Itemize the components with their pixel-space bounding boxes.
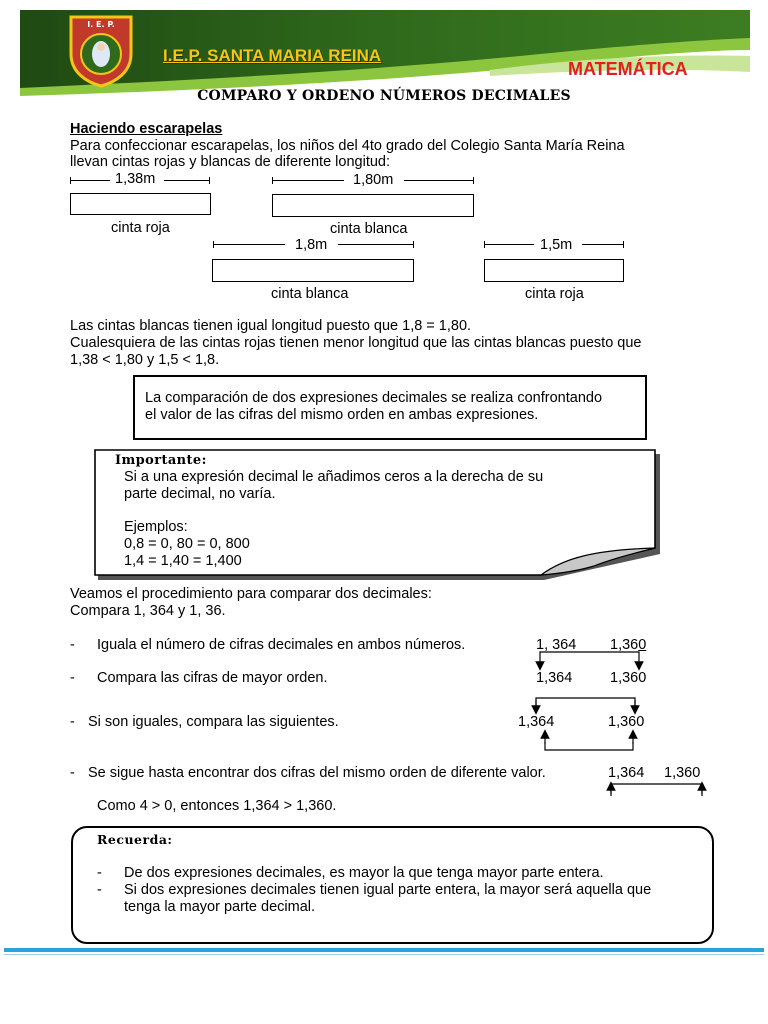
ribbon-box: [484, 259, 624, 282]
step-text: Si son iguales, compara las siguientes.: [88, 714, 339, 730]
ribbon-length: 1,8m: [295, 237, 328, 253]
step-number-a: 1,364: [518, 714, 555, 730]
ribbon-length: 1,5m: [540, 237, 573, 253]
recuerda-title: Recuerda:: [97, 832, 173, 847]
example-line: 0,8 = 0, 80 = 0, 800: [124, 536, 250, 552]
rule-box: [133, 375, 647, 440]
arrow-bracket-2: [536, 698, 635, 708]
ribbon-box: [70, 193, 211, 215]
step-text: Se sigue hasta encontrar dos cifras del mismo orden de diferente valor.: [88, 765, 546, 781]
importante-title: Importante:: [115, 453, 207, 468]
page-title: COMPARO Y ORDENO NÚMEROS DECIMALES: [197, 88, 571, 104]
recuerda-bullet: -: [97, 865, 102, 881]
crest-text: I. E. P.: [87, 20, 115, 29]
ribbon-box: [212, 259, 414, 282]
step-number-a: 1,364: [536, 670, 573, 686]
intro-line: Para confeccionar escarapelas, los niños del 4to grado del Colegio Santa María Reina: [70, 138, 625, 154]
step-number-b: 1,360: [610, 637, 647, 653]
arrow-bracket-3: [545, 742, 633, 750]
step-number-b: 1,360: [610, 670, 647, 686]
ribbon-length: 1,38m: [115, 171, 156, 187]
step-number-a: 1, 364: [536, 637, 577, 653]
rule-line: La comparación de dos expresiones decimales se realiza confrontando: [145, 390, 603, 406]
ribbon-label: cinta roja: [111, 220, 170, 236]
explanation-line: Las cintas blancas tienen igual longitud puesto que 1,8 = 1,80.: [70, 318, 472, 334]
explanation-line: 1,38 < 1,80 y 1,5 < 1,8.: [70, 352, 220, 368]
ribbon-label: cinta blanca: [330, 221, 408, 237]
recuerda-item: tenga la mayor parte decimal.: [124, 899, 316, 915]
ribbon-label: cinta roja: [525, 286, 584, 302]
ribbon-length: 1,80m: [353, 172, 394, 188]
conclusion: Como 4 > 0, entonces 1,364 > 1,360.: [97, 798, 337, 814]
recuerda-item: Si dos expresiones decimales tienen igual parte entera, la mayor será aquella que: [124, 882, 652, 898]
ribbon-label: cinta blanca: [271, 286, 349, 302]
arrow-bracket-4: [611, 784, 702, 794]
school-name: I.E.P. SANTA MARIA REINA: [163, 46, 382, 65]
step-text: Iguala el número de cifras decimales en ambos números.: [97, 637, 466, 653]
footer-rule: [4, 948, 764, 952]
procedure-intro: Compara 1, 364 y 1, 36.: [70, 603, 226, 619]
step-bullet: -: [70, 670, 75, 686]
importante-line: Si a una expresión decimal le añadimos ceros a la derecha de su: [124, 469, 544, 485]
section-heading: Haciendo escarapelas: [70, 121, 223, 137]
intro-line: llevan cintas rojas y blancas de diferente longitud:: [70, 154, 390, 170]
recuerda-bullet: -: [97, 882, 102, 898]
explanation-line: Cualesquiera de las cintas rojas tienen menor longitud que las cintas blancas puesto que: [70, 335, 642, 351]
subject-title: MATEMÁTICA: [568, 59, 688, 79]
examples-label: Ejemplos:: [124, 519, 188, 535]
procedure-intro: Veamos el procedimiento para comparar dos decimales:: [70, 586, 432, 602]
step-number-b: 1,360: [664, 765, 701, 781]
ribbon-box: [272, 194, 474, 217]
footer-rule-thin: [4, 954, 764, 955]
step-number-b: 1,360: [608, 714, 645, 730]
step-bullet: -: [70, 714, 75, 730]
rule-line: el valor de las cifras del mismo orden en ambas expresiones.: [145, 407, 539, 423]
step-bullet: -: [70, 637, 75, 653]
step-text: Compara las cifras de mayor orden.: [97, 670, 328, 686]
step-bullet: -: [70, 765, 75, 781]
step-number-a: 1,364: [608, 765, 645, 781]
recuerda-item: De dos expresiones decimales, es mayor la que tenga mayor parte entera.: [124, 865, 604, 881]
example-line: 1,4 = 1,40 = 1,400: [124, 553, 242, 569]
importante-line: parte decimal, no varía.: [124, 486, 276, 502]
